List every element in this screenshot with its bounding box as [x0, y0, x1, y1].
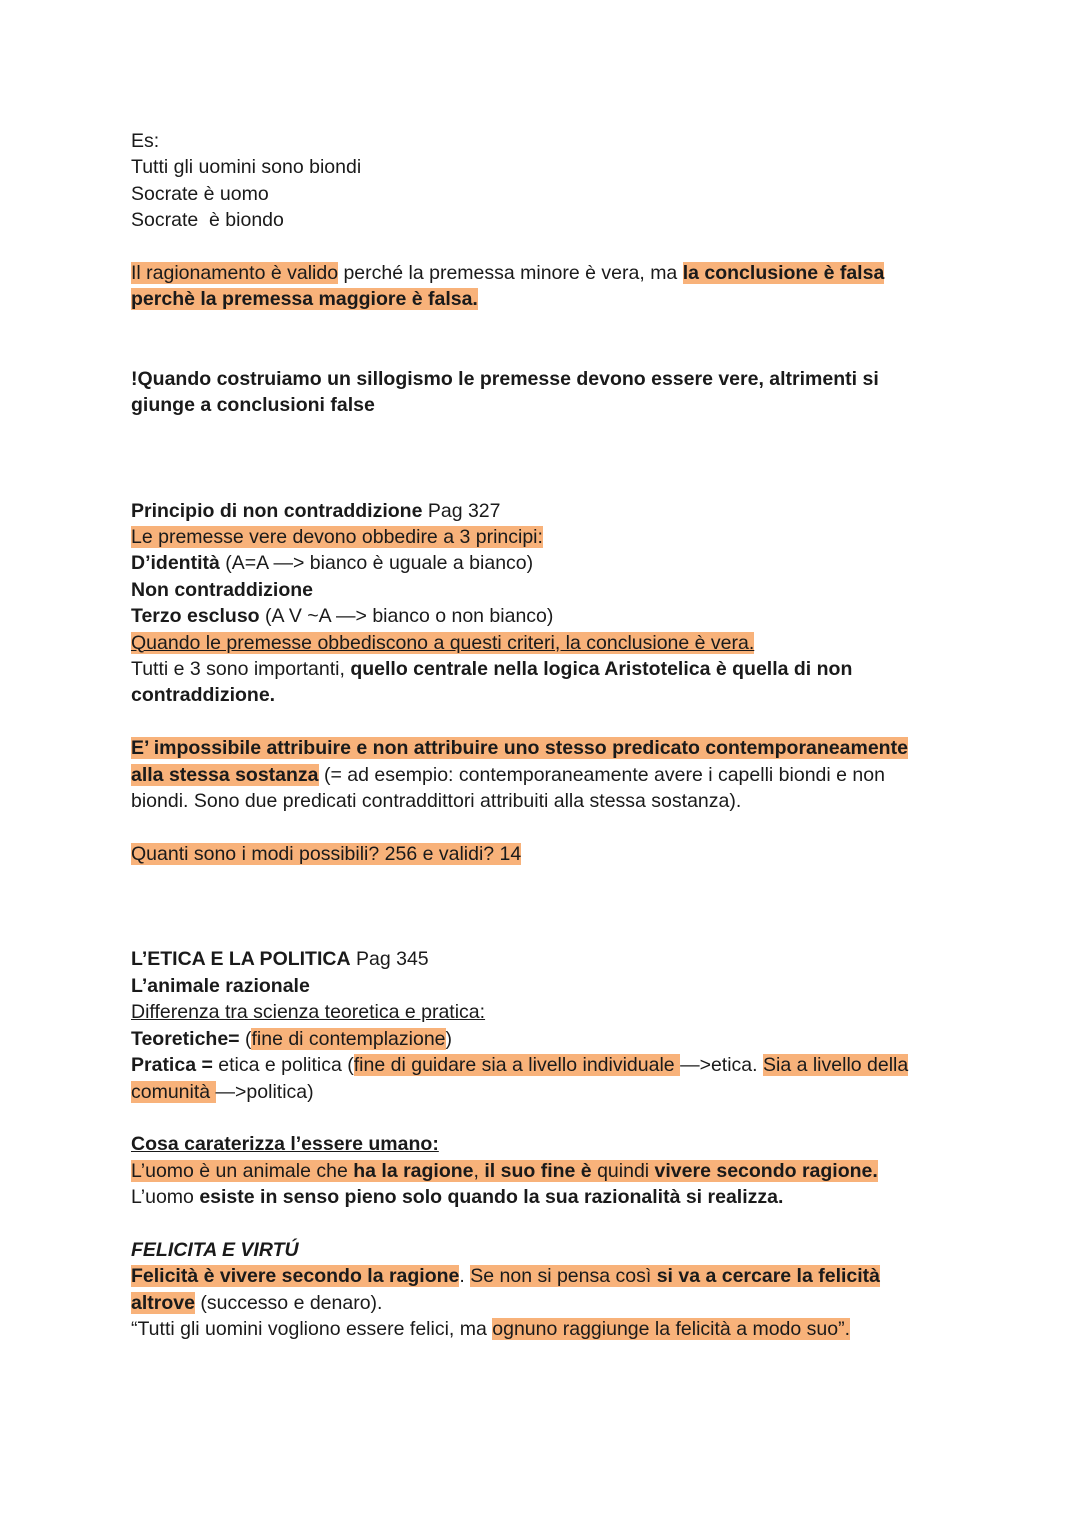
ethics-title: L’ETICA E LA POLITICA — [131, 948, 351, 971]
happiness-line-2: altrove (successo e denaro). — [131, 1291, 383, 1314]
document-body — [131, 128, 951, 1343]
ethics-theoretical: Teoretiche= (fine di contemplazione) — [131, 1027, 453, 1050]
principle-non-contradiction: Non contraddizione — [131, 578, 313, 601]
principles-criteria: Quando le premesse obbediscono a questi criteri, la conclusione è vera. — [131, 631, 755, 654]
happiness-quote: “Tutti gli uomini vogliono essere felici, ma ognuno raggiunge la felicità a modo suo”. — [131, 1318, 851, 1341]
example-conclusion: Socrate è biondo — [131, 209, 284, 232]
ethics-page-ref: Pag 345 — [350, 948, 429, 971]
validity-text: perché la premessa minore è vera, ma — [338, 262, 683, 285]
ethics-practical-1: Pratica = etica e politica (fine di guidare sia a livello individuale —>etica. Sia a livello della — [131, 1054, 909, 1077]
validity-line-2 — [131, 286, 951, 312]
example-major-premise: Tutti gli uomini sono biondi — [131, 156, 362, 179]
principles-important-2: contraddizione. — [131, 684, 276, 707]
human-heading: Cosa caraterizza l’essere umano: — [131, 1133, 439, 1156]
validity-highlight: Il ragionamento è valido — [131, 262, 339, 285]
ethics-subheading: L’animale razionale — [131, 974, 310, 997]
principle-identity: D’identità (A=A —> bianco è uguale a bianco) — [131, 552, 534, 575]
human-line-1: L’uomo è un animale che ha la ragione, il suo fine è quindi vivere secondo ragione. — [131, 1159, 878, 1182]
impossible-line-2: alla stessa sostanza (= ad esempio: contemporaneamente avere i capelli biondi e non — [131, 763, 885, 786]
principles-title: Principio di non contraddizione — [131, 499, 423, 522]
example-label: Es: — [131, 130, 160, 152]
ethics-practical-2: comunità —>politica) — [131, 1080, 314, 1103]
validity-line-1 — [131, 260, 951, 286]
principles-heading — [131, 498, 951, 524]
warning-line-1: !Quando costruiamo un sillogismo le premesse devono essere vere, altrimenti si — [131, 367, 879, 390]
impossible-line-3: biondi. Sono due predicati contraddittori attribuiti alla stessa sostanza). — [131, 790, 742, 813]
validity-conclusion-false: la conclusione è falsa — [682, 262, 885, 285]
happiness-heading: FELICITA E VIRTÚ — [131, 1238, 299, 1261]
ethics-heading — [131, 946, 951, 972]
principles-important-1: Tutti e 3 sono importanti, quello centrale nella logica Aristotelica è quella di non — [131, 658, 853, 681]
modes-question: Quanti sono i modi possibili? 256 e validi? 14 — [131, 842, 522, 865]
principles-intro: Le premesse vere devono obbedire a 3 principi: — [131, 526, 543, 549]
validity-major-false: perchè la premessa maggiore è falsa. — [131, 288, 478, 311]
happiness-line-1: Felicità è vivere secondo la ragione. Se non si pensa così si va a cercare la felicità — [131, 1265, 881, 1288]
example-minor-premise: Socrate è uomo — [131, 182, 269, 205]
principles-page-ref: Pag 327 — [422, 499, 501, 522]
human-line-2: L’uomo esiste in senso pieno solo quando la sua razionalità si realizza. — [131, 1186, 784, 1209]
ethics-difference: Differenza tra scienza teoretica e pratica: — [131, 1001, 486, 1024]
warning-line-2: giunge a conclusioni false — [131, 394, 375, 417]
impossible-line-1: E’ impossibile attribuire e non attribuire uno stesso predicato contemporaneamente — [131, 737, 908, 760]
principle-excluded-middle: Terzo escluso (A V ~A —> bianco o non bianco) — [131, 605, 554, 628]
